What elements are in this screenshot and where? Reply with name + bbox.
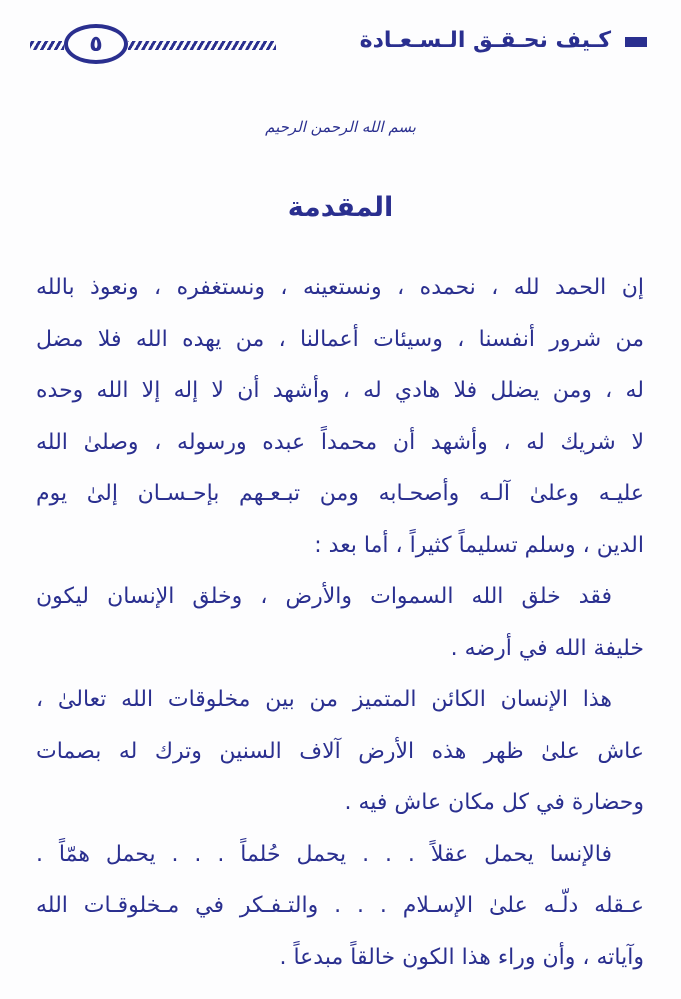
basmala: بسم الله الرحمن الرحيم [265, 118, 416, 136]
text-line: من شرور أنفسنا ، وسيئات أعمالنا ، من يهده الله فلا مضل [36, 326, 644, 352]
page-number-text: ٥ [89, 31, 103, 57]
text-line: عليـه وعلىٰ آلـه وأصحـابه ومن تبـعـهم بإحـسـان إلىٰ يوم [36, 481, 644, 506]
text-line: إن الحمد لله ، نحمده ، ونستعينه ، ونستغفره ، ونعوذ بالله [36, 275, 644, 300]
text-line: هذا الإنسان الكائن المتميز من بين مخلوقات الله تعالىٰ ، [36, 687, 612, 712]
page-number [64, 24, 128, 64]
text-line: عـقله دلّـه علىٰ الإسـلام . . . والتـفـكر في مـخلوقـات الله [36, 893, 644, 918]
text-line: خليفة الله في أرضه . [450, 635, 644, 661]
header-rule-middle [128, 41, 276, 50]
text-line: فقد خلق الله السموات والأرض ، وخلق الإنسان ليكون [36, 584, 612, 609]
page-header [0, 0, 681, 80]
text-line: لا شريك له ، وأشهد أن محمداً عبده ورسوله ، وصلىٰ الله [36, 429, 644, 455]
text-line: وآياته ، وأن وراء هذا الكون خالقاً مبدعاً . [279, 944, 644, 970]
text-line: فالإنسا يحمل عقلاً . . . يحمل حُلماً . . . يحمل همّاً . [36, 841, 612, 867]
body-text [36, 262, 644, 983]
text-line: عاش علىٰ ظهر هذه الأرض آلاف السنين وترك له بصمات [36, 738, 644, 764]
header-corner-mark [625, 37, 647, 47]
header-rule-left [30, 41, 64, 50]
text-line: الدين ، وسلم تسليماً كثيراً ، أما بعد : [314, 532, 644, 558]
text-line: له ، ومن يضلل فلا هادي له ، وأشهد أن لا إله إلا الله وحده [36, 378, 644, 403]
running-title: كـيف نحـقـق الـسـعـادة [359, 28, 611, 53]
text-line: وحضارة في كل مكان عاش فيه . [344, 790, 644, 815]
section-heading: المقدمة [287, 192, 394, 223]
